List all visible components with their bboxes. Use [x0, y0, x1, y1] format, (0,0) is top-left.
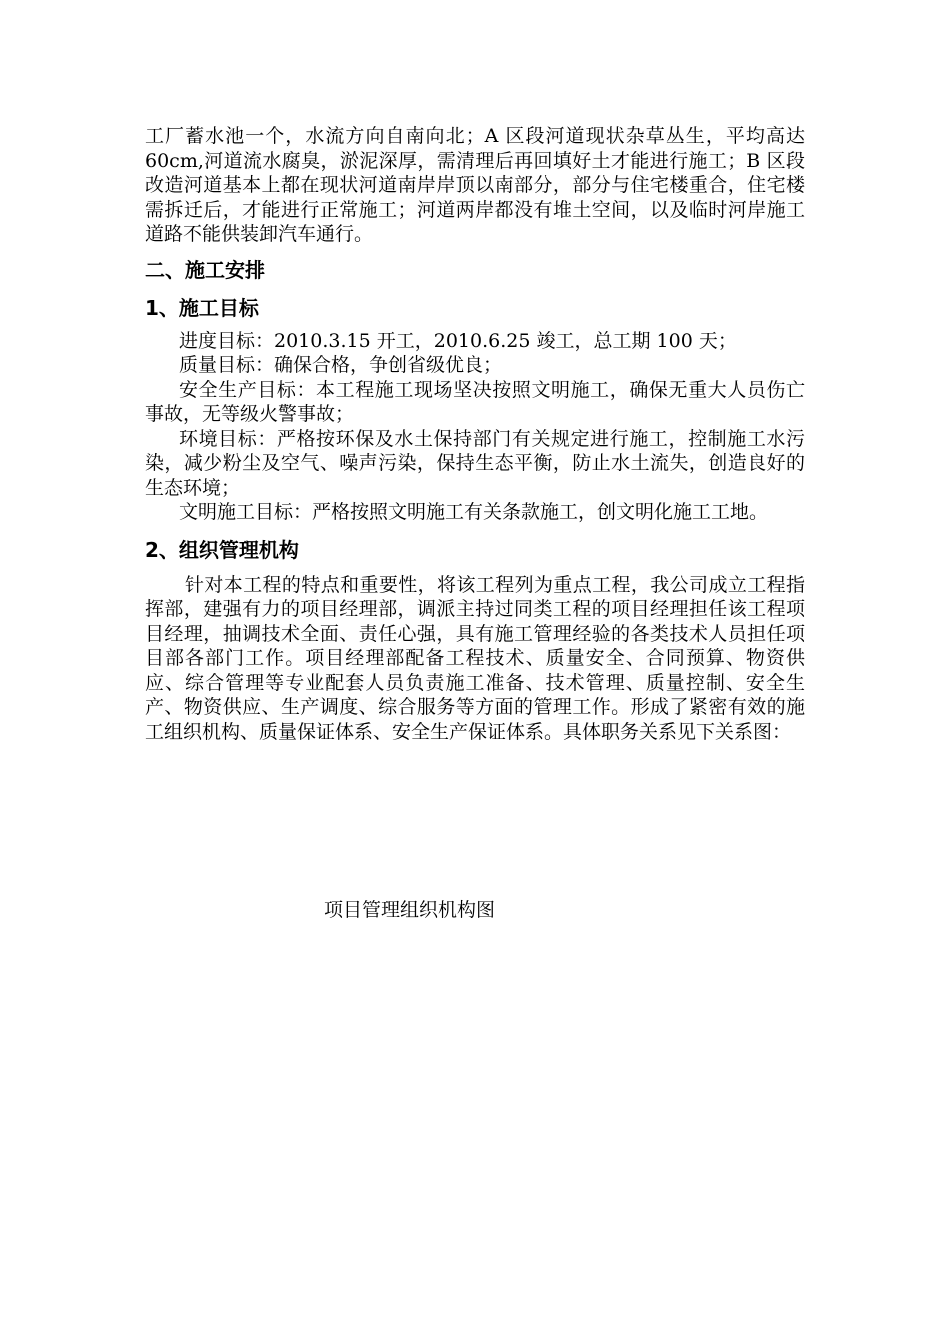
goal-schedule: 进度目标：2010.3.15 开工，2010.6.25 竣工，总工期 100 天； [179, 329, 737, 352]
goal-safety: 安全生产目标：本工程施工现场坚决按照文明施工，确保无重大人员伤亡事故，无等级火警事故； [145, 378, 805, 425]
organization-paragraph: 针对本工程的特点和重要性，将该工程列为重点工程，我公司成立工程指挥部，建强有力的项目经理部，调派主持过同类工程的项目经理担任该工程项目经理，抽调技术全面、责任心强，具有施工管理经验的各类技术人员担任项目部各部门工作。项目经理部配备工程技术、质量安全、合同预算、物资供应、综合管理等专业配套人员负责施工准备、技术管理、质量控制、安全生产、物资供应、生产调度、综合服务等方面的管理工作。形成了紧密有效的施工组织机构、质量保证体系、安全生产保证体系。具体职务关系见下关系图： [145, 573, 805, 743]
section-heading-construction-arrangement: 二、施工安排 [145, 257, 265, 282]
goal-environment: 环境目标：严格按环保及水土保持部门有关规定进行施工，控制施工水污染，减少粉尘及空气、噪声污染，保持生态平衡，防止水土流失，创造良好的生态环境； [145, 427, 805, 499]
figure-caption: 项目管理组织机构图 [324, 899, 496, 921]
subsection-heading-organization: 2、组织管理机构 [145, 537, 299, 562]
goal-quality: 质量目标：确保合格，争创省级优良； [179, 354, 503, 376]
intro-paragraph: 工厂蓄水池一个，水流方向自南向北；A 区段河道现状杂草丛生，平均高达 60cm,河道流水腐臭，淤泥深厚，需清理后再回填好土才能进行施工；B 区段改造河道基本上都在现状河道南岸岸顶以南部分，部分与住宅楼重合，住宅楼需拆迁后，才能进行正常施工；河道两岸都没有堆土空间，以及临时河岸施工道路不能供装卸汽车通行。 [145, 125, 805, 245]
document-body [145, 124, 805, 744]
goal-civilized-construction: 文明施工目标：严格按照文明施工有关条款施工，创文明化施工工地。 [179, 501, 769, 523]
subsection-heading-construction-goals: 1、施工目标 [145, 295, 259, 320]
